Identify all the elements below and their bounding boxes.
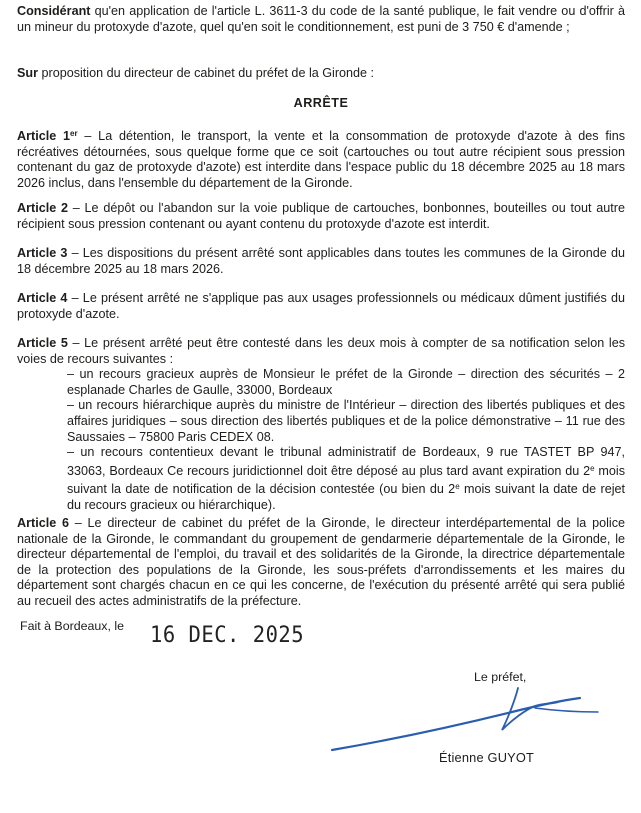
article-3-label: Article 3: [17, 246, 68, 260]
article-1-text: – La détention, le transport, la vente et la consommation de protoxyde d'azote à des fins récréatives détournées, sous quelque forme que ce soit (cartouches ou tout autre récipient sous pression contenant du gaz de protoxyde d'azote) est interdite dans l'espace public du 18 décembre 2025 au 18 mars 2026 inclus, dans l'ensemble du département de la Gironde.: [17, 129, 625, 190]
arrete-heading: ARRÊTE: [293, 96, 349, 110]
signature-tail-stroke: [535, 708, 598, 712]
article-4-text: – Le présent arrêté ne s'applique pas aux usages professionnels ou médicaux dûment justifiés du protoxyde d'azote.: [17, 291, 625, 321]
considerant-text: qu'en application de l'article L. 3611-3 du code de la santé publique, le fait vendre ou d'offrir à un mineur du protoxyde d'azote, quel qu'en soit le conditionnement, est puni de 3 750 € d'amende ;: [17, 4, 625, 34]
article-6-label: Article 6: [17, 516, 69, 530]
proposition-paragraph: [17, 66, 625, 82]
recours-gracieux: – un recours gracieux auprès de Monsieur le préfet de la Gironde – direction des sécurités – 2 esplanade Charles de Gaulle, 33000, Bordeaux: [67, 367, 625, 397]
proposition-label: Sur: [17, 66, 38, 80]
proposition-text: proposition du directeur de cabinet du préfet de la Gironde :: [38, 66, 375, 80]
signatory-name: Étienne GUYOT: [439, 750, 535, 765]
recours-list: [17, 367, 625, 513]
article-2: [17, 201, 625, 232]
article-4: [17, 291, 625, 322]
article-1: [17, 126, 625, 191]
article-1-label: Article 1er: [17, 129, 78, 143]
recours-hierarchique: – un recours hiérarchique auprès du ministre de l'Intérieur – direction des libertés publiques et des affaires juridiques – sous direction des libertés publiques et de la police démonstrative – 11 rue des Saussaies – 75800 Paris CEDEX 08.: [67, 398, 625, 444]
handwritten-signature: [330, 670, 610, 760]
recours-contentieux: – un recours contentieux devant le tribunal administratif de Bordeaux, 9 rue TASTET BP 947, 33063, Bordeaux Ce recours juridictionnel doit être déposé au plus tard avant expiration du 2e mois suivant la date de notification de la décision contestée (ou bien du 2e mois suivant la date de rejet du recours gracieux ou hiérarchique).: [67, 445, 625, 512]
considerant-paragraph: [17, 4, 625, 35]
article-5-text: – Le présent arrêté peut être contesté dans les deux mois à compter de sa notification selon les voies de recours suivantes :: [17, 336, 625, 366]
article-5: [17, 336, 625, 514]
article-2-label: Article 2: [17, 201, 68, 215]
article-6-text: – Le directeur de cabinet du préfet de la Gironde, le directeur interdépartemental de la police nationale de la Gironde, le commandant du groupement de gendarmerie départementale de la Gironde, le directeur départemental de l'emploi, du travail et des solidarités de la Gironde, la directrice départementale de la protection des populations de la Gironde, les sous-préfets d'arrondissements et les maires du département sont chargés chacun en ce qui les concerne, de l'exécution du présenté arrêté qui sera publié au recueil des actes administratifs de la préfecture.: [17, 516, 625, 608]
article-2-text: – Le dépôt ou l'abandon sur la voie publique de cartouches, bonbonnes, bouteilles ou tout autre récipient sous pression contenant ou ayant contenu du protoxyde d'azote est interdit.: [17, 201, 626, 231]
article-6: [17, 516, 625, 610]
date-stamp: 16 DEC. 2025: [150, 621, 305, 648]
article-3: [17, 246, 625, 277]
article-4-label: Article 4: [17, 291, 68, 305]
considerant-label: Considérant: [17, 4, 91, 18]
signature-main-stroke: [332, 698, 580, 750]
article-3-text: – Les dispositions du présent arrêté sont applicables dans toutes les communes de la Gironde du 18 décembre 2025 au 18 mars 2026.: [17, 246, 625, 276]
article-5-label: Article 5: [17, 336, 68, 350]
signatory-title: Le préfet,: [474, 670, 527, 684]
place-label: Fait à Bordeaux, le: [20, 619, 125, 633]
